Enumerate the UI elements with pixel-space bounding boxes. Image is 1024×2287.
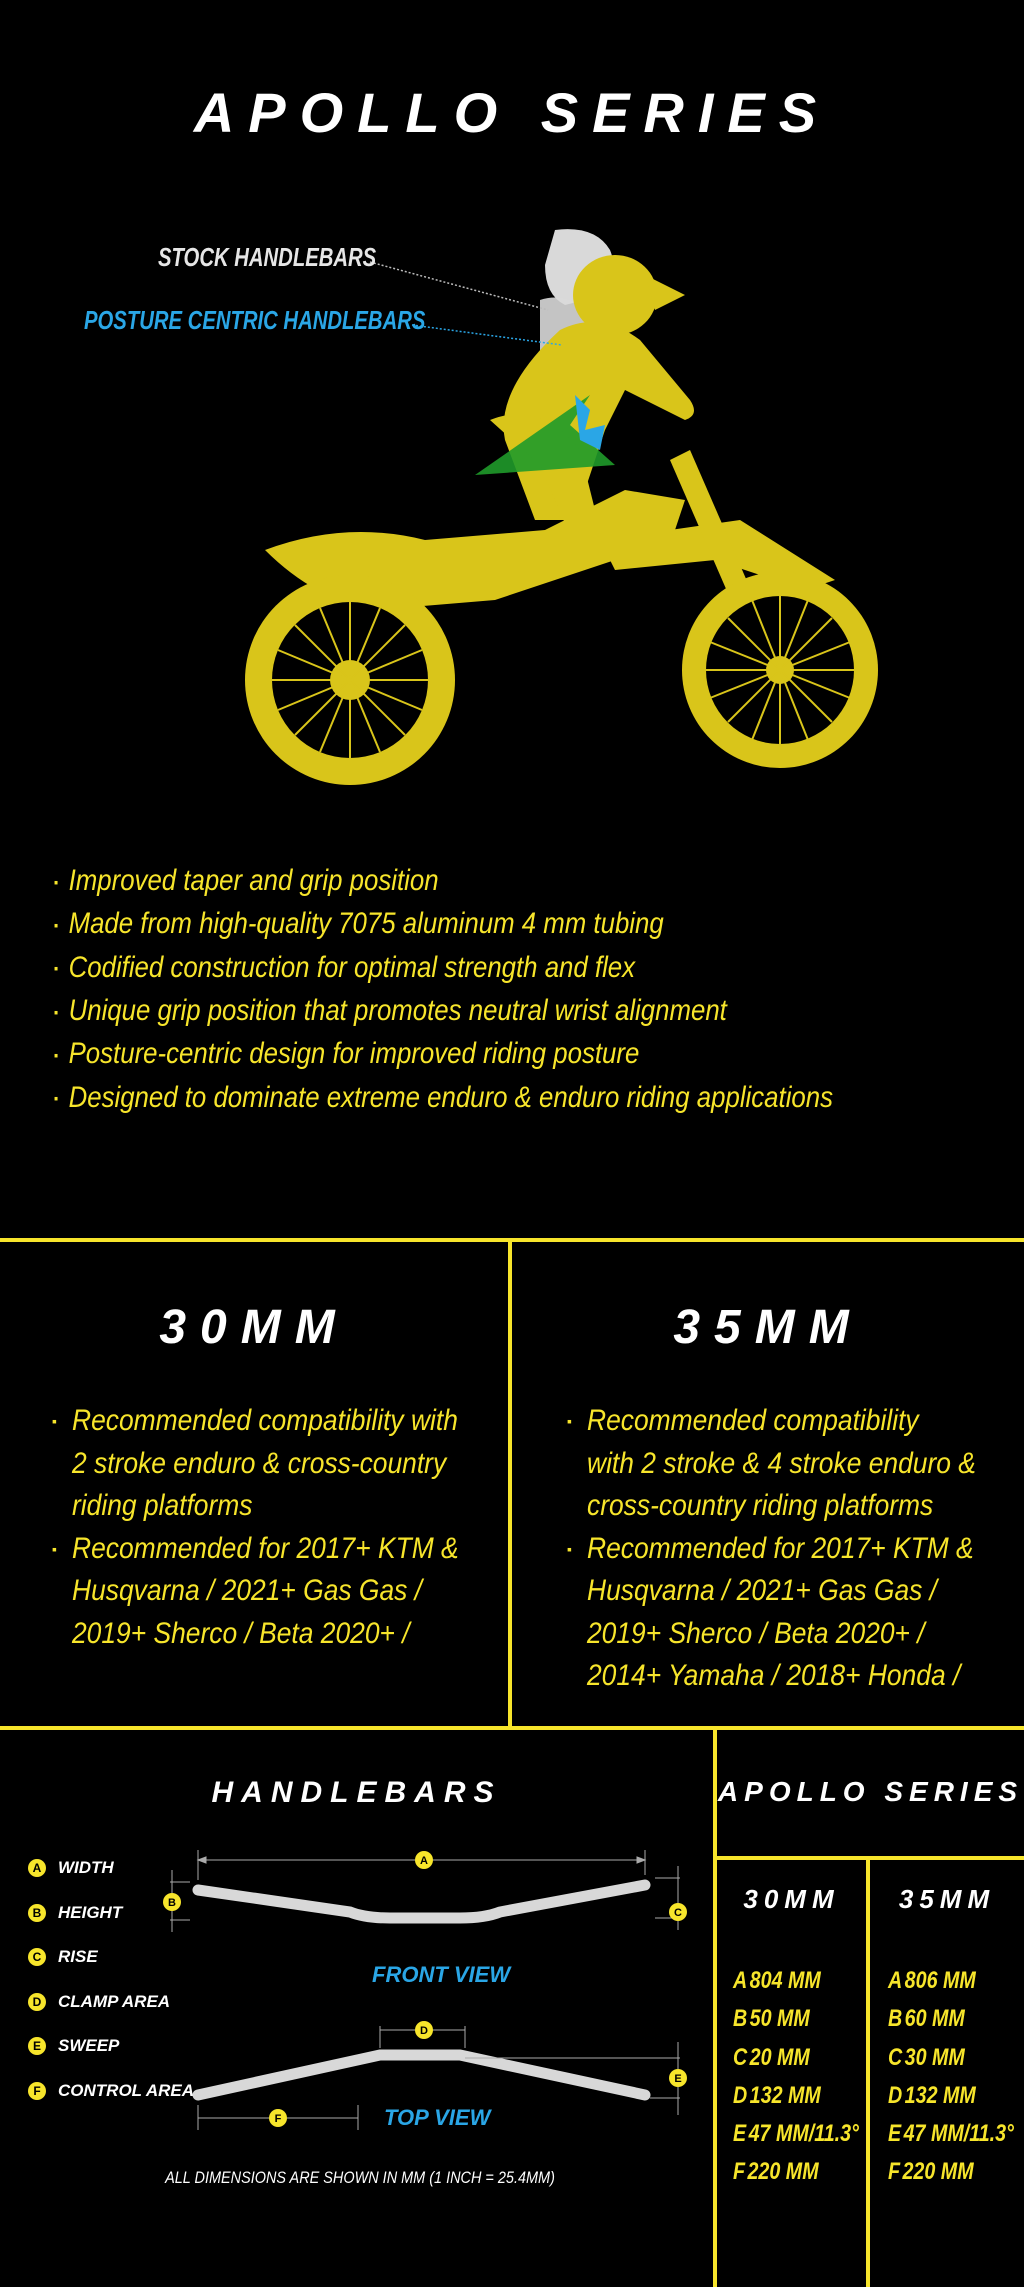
legend-item: F CONTROL AREA — [28, 2069, 194, 2114]
feature-item: ▪ Codified construction for optimal strength and flex — [54, 947, 845, 990]
spec-col-35mm — [888, 1962, 1024, 2192]
table-row: E 47 MM/11.3° — [888, 2120, 1014, 2148]
size-35mm-heading: 35MM — [673, 1301, 863, 1354]
posture-handlebars-label: POSTURE CENTRIC HANDLEBARS — [84, 305, 426, 335]
svg-text:E: E — [674, 2073, 682, 2085]
svg-text:F: F — [274, 2113, 282, 2125]
legend-item: A WIDTH — [28, 1846, 194, 1891]
list-item: ▪ Recommended for 2017+ KTM & Husqvarna / 2021+ Gas Gas / 2019+ Sherco / Beta 2020+ / 2014+ Yamaha / 2018+ Honda / — [567, 1528, 1017, 1698]
top-view-bar — [198, 2055, 645, 2095]
spec-table-heading: APOLLO SERIES — [717, 1776, 1024, 1807]
divider — [713, 1730, 717, 2287]
table-row: C 20 MM — [733, 2043, 810, 2071]
size-30mm-list — [52, 1400, 502, 1655]
svg-text:D: D — [420, 2025, 428, 2037]
front-wheel — [682, 572, 878, 768]
table-row: D 132 MM — [888, 2081, 976, 2109]
table-row: F 220 MM — [733, 2158, 819, 2186]
list-item: ▪ Recommended compatibility with 2 stroke enduro & cross-country riding platforms — [52, 1400, 502, 1528]
badge-icon: E — [28, 2037, 46, 2055]
badge-icon: C — [28, 1948, 46, 1966]
feature-item: ▪ Unique grip position that promotes neutral wrist alignment — [54, 990, 845, 1033]
badge-icon: F — [28, 2082, 46, 2100]
size-30mm-heading: 30MM — [159, 1301, 349, 1354]
leader-lines — [0, 0, 1024, 600]
table-row: E 47 MM/11.3° — [733, 2120, 859, 2148]
table-row: C 30 MM — [888, 2043, 965, 2071]
divider — [0, 1726, 1024, 1730]
front-view-bar — [198, 1885, 645, 1918]
handlebars-heading: HANDLEBARS — [211, 1776, 502, 1809]
rear-wheel — [245, 575, 455, 785]
feature-item: ▪ Improved taper and grip position — [54, 860, 845, 903]
table-row: A 804 MM — [733, 1967, 821, 1994]
divider — [717, 1856, 1024, 1860]
dimensions-note: ALL DIMENSIONS ARE SHOWN IN MM (1 INCH = 25.4MM) — [165, 2168, 555, 2187]
size-35mm-list — [567, 1400, 1017, 1698]
badge-icon: B — [28, 1904, 46, 1922]
legend-item: B HEIGHT — [28, 1891, 194, 1936]
feature-item: ▪ Made from high-quality 7075 aluminum 4 mm tubing — [54, 903, 845, 946]
feature-item: ▪ Designed to dominate extreme enduro & enduro riding applications — [54, 1077, 845, 1120]
divider — [0, 1238, 1024, 1242]
top-view-label: TOP VIEW — [384, 2105, 491, 2130]
list-item: ▪ Recommended for 2017+ KTM & Husqvarna / 2021+ Gas Gas / 2019+ Sherco / Beta 2020+ / — [52, 1528, 502, 1656]
spec-col-35mm-heading: 35MM — [898, 1884, 996, 1914]
badge-icon: A — [28, 1859, 46, 1877]
table-row: A 806 MM — [888, 1967, 976, 1994]
legend-item: D CLAMP AREA — [28, 1980, 194, 2025]
badge-icon: D — [28, 1993, 46, 2011]
svg-text:A: A — [420, 1855, 428, 1867]
feature-item: ▪ Posture-centric design for improved riding posture — [54, 1033, 845, 1076]
legend-item: E SWEEP — [28, 2024, 194, 2069]
table-row: B 50 MM — [733, 2005, 810, 2033]
svg-text:C: C — [674, 1907, 682, 1919]
front-view-label: FRONT VIEW — [372, 1962, 511, 1987]
spec-col-30mm — [733, 1962, 887, 2192]
feature-list — [54, 860, 974, 1120]
table-row: B 60 MM — [888, 2005, 965, 2033]
legend-item: C RISE — [28, 1935, 194, 1980]
stock-handlebars-label: STOCK HANDLEBARS — [158, 242, 377, 272]
table-row: D 132 MM — [733, 2081, 821, 2109]
table-row: F 220 MM — [888, 2158, 974, 2186]
svg-text:B: B — [168, 1897, 176, 1909]
spec-col-30mm-heading: 30MM — [743, 1884, 840, 1914]
list-item: ▪ Recommended compatibility with 2 stroke & 4 stroke enduro & cross-country riding platforms — [567, 1400, 1017, 1528]
page-title: APOLLO SERIES — [193, 81, 831, 144]
